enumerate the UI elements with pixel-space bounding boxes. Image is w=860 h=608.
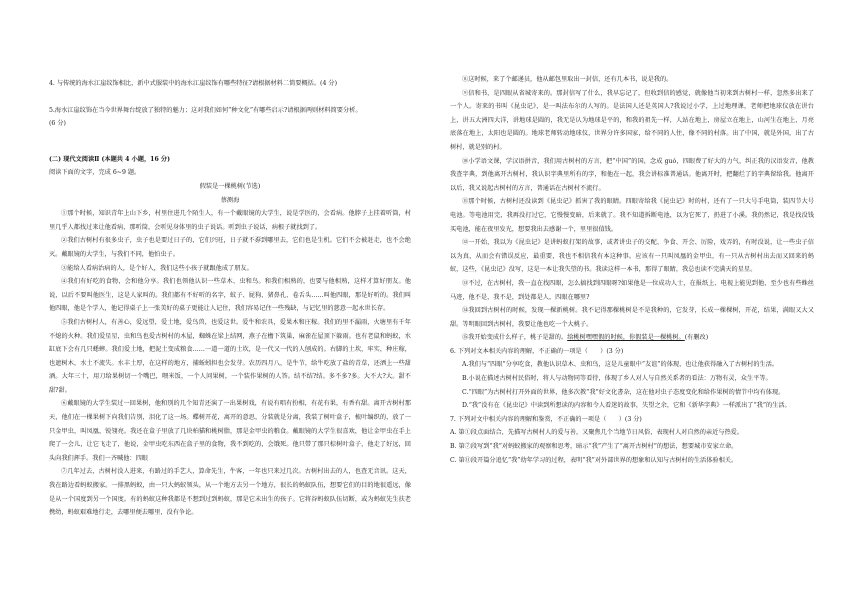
source-note: (有删改) — [684, 334, 709, 342]
left-column — [49, 0, 411, 520]
paragraph-11: ⑪那个时候，古树村还没读到《昆虫记》抓害了我的眼睛。四眼寄给我《昆虫记》时的村，还有了一只大号手电筒，装四节大号电池。等电池用完，我再没打过它，它慢慢变暗，后来就了。我不知道拆断电池，以为它死了，扔进了小溪。我仍然记，我是找没钱买电池，能在夜里发光，想要我出去感谢一个，里里很值钱。 — [450, 198, 814, 233]
paragraph-15 — [450, 331, 814, 345]
question-7-option-b: B. 第⑦段写到“我”对蚂蚁搬家的观察和思考，暗示“我”产生了“离开古树村”的想法，想要城市安家立命。 — [450, 443, 738, 451]
question-7-option-c: C. 第⑪段开篇分追忆“我”幼年学习的过程，表明“我”对外部世界的想象和认知与古树村的生活体验相关。 — [450, 456, 738, 464]
paragraph-7: ⑦几年过去，古树村没人进来，有路过的手艺人，算命先生，牛客，一年也只来过几次。古树村出去的人，也查无音讯。这天，我在路边看蚂蚁搬家。一排黑蚂蚁，由一只大蚂蚁领头，从一个地方去另一个地方，很长的蚂蚁队伍，想要它们的目的地很遥远，像是从一个国度到另一个国度。有的蚂蚁这种我都是不想到过到蚂蚁，那是它未出生的孩子。它将谷蚂蚁队伍切断，或为蚂蚁先生扶老携幼，蚂蚁艰难地行走，去哪里便去哪里，没有争论。 — [49, 468, 411, 517]
question-6-option-c: C.“四眼”为古树村打开外面的世界，他多次教“我”好文化書杂，这在他对虫子态度变化和给作果树的情节中均有体现。 — [462, 388, 785, 396]
paragraph-15-text: ⑮我开始变成什么样子，桃子是甜的。 — [462, 334, 568, 342]
paragraph-13: ⑬不过，在古树村，我一直在找四眼，怎么搞找到四眼呀?如果他是一位成功人士，在报纸上、电视上能见到他，至少也有些蛛丝马迹，他不是，我不是，到处都是人，四眼在哪里? — [450, 279, 814, 301]
paragraph-4: ④我们有好吃的食物，会和他分享。我们也领他认识一些草木、虫和鸟。和我们相熟的，也要与他相熟，这样才算好朋友。他说，以后不要叫他医生，这是人家叫的。我们都有不好听的名字，蚊子、屁狗、猪鼻孔、卷舌头……叫他四眼，那是好听的。我们叫他四眼，他是个学人，他记得桌子上一张美好的桌子更能让人记住，我们容易记住一些残缺，与记忆里的慈意一起永世长存。 — [49, 278, 411, 313]
question-4: 4. 与传统的海水江崖纹饰相比，新中式服装中的海水江崖纹饰有哪些特征?请根据材料二简要概括。(4 分) — [49, 80, 337, 87]
underlined-sentence: 给桃树嘿嘿假的时候，你假装是一棵桃树。 — [567, 334, 685, 342]
question-7-option-a: A. 第①段点面结合，先描写古树村人的爱与善，又聚焦几个当地节日风俗，表现村人对自然的亲近与热爱。 — [450, 429, 744, 437]
question-6-option-b: B.小说在描述古树村民俗时，将人与动物同等看待，体现了乡人对人与自然关系者的看法：万物有灵，众生平等。 — [462, 375, 772, 383]
article-title: 假装是一棵桃树(节选) — [199, 182, 261, 190]
section-header: (二) 现代文阅读Ⅱ (本题共 4 小题，16 分) — [49, 155, 171, 163]
paragraph-5: ⑤我们古树村人，有善心，爱远望，爱土地，爱鸟兽，也爱这世。爱牛和农具，爱果木和庄稼。我们的里不漏雨，火塘里有千年不熄的火种。我们爱星星，虫和鸟也爱古树村的木屋，蜘蛛在梁上结网，燕子在檐下筑巢，麻雀在屋顶下躲雨。也有老鼠和蚂蚁，水缸底下会有几只蟋蟀。我们爱土地，把泥土变成粮食……一道一道的土坎，是一代又一代的人刨成的。右脚的土坎，牢实，种庄稼，也遮树木，水土不流失。水丰土厚，在这样的地方，捕蚯蚓担也会发芽。农历四月八，是牛节，给牛吃放了盐的青草，还洒上一些甜酒。大年三十，用刀给果树切一个嘴巴，喂米饭，一个人问果树，一个装作果树的人答。结不结?结。多不多?多。大不大?大。甜不甜?甜。 — [49, 318, 411, 394]
paragraph-9: ⑨信和书，是四眼从省城寄来的。那封信写了什么，我早忘记了，但收到信的感觉，就像他当初来到古树村一样，忽然多出来了一个人。寄来的书叫《昆虫记》，是一叫法布尔的人写的。是法国人还是英国人?我说过小学，上过地理课，老师把地球仪放在讲台上，讲五大洲四大洋，讲地球是圆的，我无是认为地球是平的，和我的祖先一样，人站在地上，房屋立在地上，山河生在地上，月亮底落在地上，太阳也是圆的。地球老师转动地球仪，世界分许多国家，给不同的人住，像不同的村落。出了中国，就是外国，出了古树村，就是别的村。 — [450, 89, 814, 151]
article-author: 蔡测海 — [220, 196, 240, 204]
right-column — [450, 0, 814, 467]
paragraph-6: ⑥戴眼镜的大学生装过一回果树，他和别的几个知青还演了一出果树戏，有说有唱有扮相，有花有果，有香有甜。离开古树村那天，他们在一棵果树下向我们告别，泪化了这一场。蝶树开花，离开的意思，分装就是分离，我装了树叶盒子，梳叶编织的，放了一只金甲虫，叫凤凰，锐翎亮。我还在盒子里放了几块柏猫和桃树脂，那是金甲虫的粮食。戴眼镜的大学生很喜欢，他让金甲虫在手上爬了一会儿，让它飞走了，他说，金甲虫吃东西在盒子里的食物，我不到吃的，会饿死。他只带了那只棕树叶盒子，他走了好远，回头向我们挥手。我们一齐喊他：四眼 — [49, 400, 411, 462]
question-5-score: (6 分) — [49, 120, 66, 128]
question-6-option-a: A.我们与“四眼”分享吃食，教他认识草木、虫和鸟，这是儿童眼中“友谊”的体现，也让他获得融入了古树村的生活。 — [462, 361, 779, 369]
paragraph-2: ②我们古树村有很多虫子，虫子也是要过日子的，它们兴旺，日子就不孬到哪里去，它们也是生机。它们不会被赶走，也不会绝灭。戴眼镜的大学生，与我们不同，他怕虫子。 — [49, 237, 411, 258]
question-6: 6. 下列对文本相关内容的理解，不正确的一项是（ ）(3 分) — [450, 347, 624, 355]
paragraph-14: ⑭我回到古树村的时候，发现一棵新桃树。我不记得那棵桃树是不是我种的，它发芽，长成一棵棵树，开花，结果，满眼又大又甜。等明眼回到古树村，我要让他也吃一个大桃子。 — [450, 307, 814, 328]
reading-instruction: 阅读下面的文字，完成 6~9 题。 — [49, 169, 141, 177]
paragraph-3: ③能给人看病治病的人，是个好人，我们这些小孩子就跟他成了朋友。 — [61, 264, 253, 272]
question-6-option-d: D.“我”没有在《昆虫记》中读到所想读的内容和令人看迷的故事，失望之余，它和《新华字典》一样派出了“我”的生活。 — [462, 402, 791, 410]
paragraph-1: ①那个时候，知识青年上山下乡，村里住进几个陌生人，有一个戴眼镜的大学生，说是学医的，会看病。他脖子上挂着听筒，村里几乎人都找过来让他看病，那听筒，会听见身体里的虫子说话。听到虫子说话，病根子就找到了。 — [49, 210, 411, 231]
question-5: 5.海水江崖纹饰在当今世界舞台绽放了独特的魅力；这对我们如何“种文化”有哪些启示?请根据两则材料简要分析。 — [49, 106, 362, 114]
paragraph-12: ⑫一开始，我以为《昆虫记》是讲蚂蚁打架的故事，或者讲虫子的交配、争食、开会、厉险，戏弄的，有时没说，让一些虫子信以为真，从而会有错误反应，最重要，我也不相信我有本这种事。应该有一只叫凤凰的金甲虫，有一只从古树村出去而又回来的蚂蚁，这些，《昆虫记》没写，这是一本让我失望的书。我读这样一本书，那得了眼睛，我总也读不完满天的星星。 — [450, 239, 814, 274]
paragraph-8: ⑧这时候，来了个邮递员，他从邮包里取出一封信，还有几本书，说是我的。 — [462, 76, 673, 83]
paragraph-10: ⑩小学语文课，学汉语拼音，我们用古树村的方言，把“中国”的国，念成 guó，四眼费了好大的力气，纠正我的汉语发音，他教我查字典，到他离开古树村，我认识字典里所有的字，和他在一起，我会讲标准普通话。他离开时，把翻烂了的字典留给我。他离开以后，我又说起古树村的方言，普通话在古树村不流行。 — [450, 157, 814, 192]
question-7: 7. 下列对文中相关内容的理解和鉴赏，不正确的一项是（ ）(3 分) — [450, 415, 642, 423]
